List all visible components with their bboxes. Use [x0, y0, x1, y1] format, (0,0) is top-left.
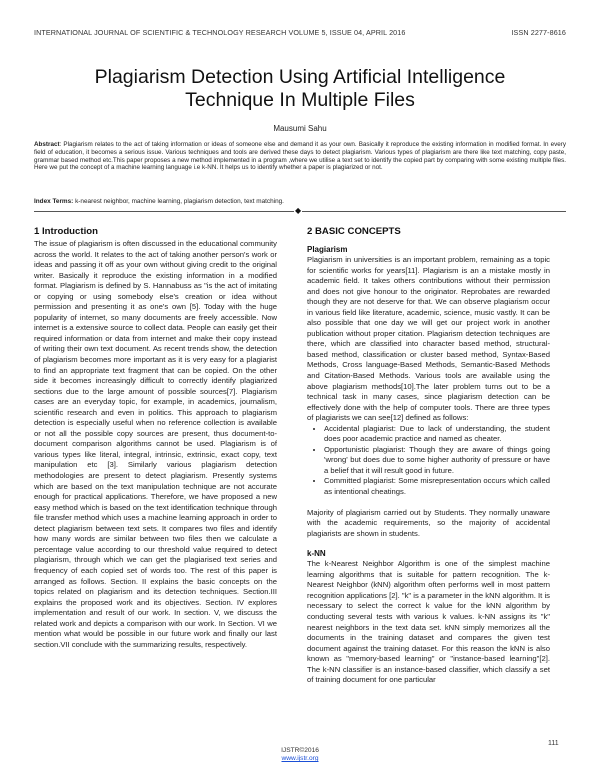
plagiarist-types-list	[307, 424, 550, 498]
running-header	[34, 28, 566, 37]
divider-diamond-icon: ◆	[295, 206, 302, 215]
journal-website-link[interactable]: www.ijstr.org	[281, 755, 319, 762]
abstract	[34, 141, 566, 172]
index-terms-label: Index Terms:	[34, 198, 74, 205]
list-item: • Accidental plagiarist: Due to lack of understanding, the student does poor academic practice and named as cheater.	[324, 424, 550, 445]
abstract-label: Abstract	[34, 141, 60, 148]
knn-paragraph: The k-Nearest Neighbor Algorithm is one of the simplest machine learning algorithms that is suitable for pattern recognition. The k-Nearest Neighbor (kNN) algorithm often performs well in most pattern recognition applications [2]. "k" is a parameter in the kNN algorithm. It is necessary to select the correct k value for the kNN algorithm by conducting several tests with various k values. k-NN assigns its "k" nearest neighbors in the text data set. kNN simply memorizes all the documents in the training dataset and compares the given test document against the training dataset. For this reason the kNN is also known as "memory-based learning" or "instance-based learning"[2]. The k-NN classifier is an instance-based classifier, which classify a set of training document for one particular	[307, 559, 550, 685]
right-column	[307, 226, 550, 686]
abstract-text: : Plagiarism relates to the act of taking information or ideas of someone else and demand it as your own. Basically it reproduce the existing information in modified format. In every field of education, it becomes a serious issue. Various techniques and tools are derived these days to detect plagiarism. Various types of plagiarism are there like text matching, copy paste, grammar based method etc.This paper proposes a new method implemented in a program ,where we utilise a text set to identify the copied part by comparing with some existing multiple files. Here we put the concept of a machine learning language i.e k-NN. It helps us to identify whether a paper is plagiarized or not.	[34, 141, 566, 172]
journal-name: INTERNATIONAL JOURNAL OF SCIENTIFIC & TECHNOLOGY RESEARCH VOLUME 5, ISSUE 04, APRIL 2016	[34, 28, 406, 37]
basic-concepts-heading: 2 BASIC CONCEPTS	[307, 226, 401, 237]
page-footer	[0, 747, 600, 763]
issn: ISSN 2277-8616	[511, 28, 566, 37]
students-paragraph: Majority of plagiarism carried out by Students. They normally unaware with the academic requirements, so the majority of accidental plagiarists are shown in students.	[307, 507, 550, 538]
introduction-paragraph: The issue of plagiarism is often discussed in the educational community across the world. It relates to the act of taking another person's work or ideas and passing it off as your own without giving credit to the original writer. Basically it reproduce the existing information in a modified format. Plagiarism is defined by S. Hannabuss as "is the act of imitating or copying or using somebody else's creation or idea without permission and presenting it as one's own [5]. Today with the huge popularity of internet, so many documents are freely accessible. Now internet is a extensive source to collect data. People can easily get their required information or data from internet and make their copy instead of writing their own text document. As recent trends show, the detection of plagiarism becomes more important as it is very easy for a plagiarist to find an appropriate text fragment that can be copied. On the other side it becomes increasingly difficult to correctly identify plagiarized sections due to the large amount of possible sources[7]. Plagiarism cases are an everyday topic, for example, in academics, journalism, scientific research and even in politics. This approach to plagiarism detection is especially useful when no reference collection is available or not all the possible copy sources are present, thus document-to-document comparison algorithms cannot be used. Plagiarism is of various types like literal, integral, intrinsic, extrinsic, exact copy, text manipulation etc [3]. Similarly various plagiarism detection methodologies are present to detect plagiarism. Presently systems which are based on the text manipulation technique are not accurate enough for practical applications. Therefore, we have proposed a new easy method which is based on the text identification technique through file transfer method which uses a machine learning approach in order to detect plagiarism between text sets. It compares two files and identify how many words are similar between two files then we calculate a percentage value according to our threshold value required to detect plagiarism, through which we can get the plagiarised text series and frequency of each copied set of words too. The rest of this paper is arranged as follows. Section. II explains the basic concepts on the topics related on plagiarism and its detection techniques. Section.III explains the proposed work and its objectives. Section. IV explores implementation and result of our work. In section. V, we discuss the related work and depicts a comparison with our work. In Section. VI we mention what would be possible in our future work and finally our last section.VII conclude with the summarizing results, respectively.	[34, 239, 277, 649]
introduction-heading: 1 Introduction	[34, 226, 98, 237]
paper-title	[20, 66, 580, 112]
list-item: • Opportunistic plagiarist: Though they are aware of things going 'wrong' but does due to some higher authority of pressure or have a belief that it will result good in future.	[324, 445, 550, 477]
title-line-2: Technique In Multiple Files	[185, 89, 415, 111]
plagiarism-paragraph: Plagiarism in universities is an important problem, remaining as a topic for scientific works for years[11]. Plagiarism is an a mistake mostly in academic field. It takes others contributions without their permission and does not give honour to the originator. Reprobates are rewarded though they are not deserve for that. We can observe plagiarism occur in various field like literature, academic, science, music vastly. It can be also possible that one day we will get our project work in another publication without proper citation. Plagiarism detection techniques are there, which are classified into character based method, structural-based method, classification or cluster based method, Syntax-Based Methods, Cross language-Based Methods, Semantic-Based Methods and Citation-Based Methods. Various tools are available using the above plagiarism methods[10].The later problem turns out to be a technical task in many cases, since plagiarism detection can be effectively done with the help of computer tools. There are three types of plagiarists we can see[12] defined as follows:	[307, 255, 550, 423]
author-name: Mausumi Sahu	[273, 124, 327, 133]
knn-subheading: k-NN	[307, 549, 326, 559]
footer-code: IJSTR©2016	[281, 747, 319, 754]
title-line-1: Plagiarism Detection Using Artificial Intelligence	[94, 66, 506, 88]
left-column	[34, 226, 277, 650]
plagiarism-subheading: Plagiarism	[307, 245, 348, 254]
index-terms	[34, 198, 566, 205]
list-item: • Committed plagiarist: Some misrepresentation occurs which called as intentional cheatings.	[324, 476, 550, 497]
page-number: 111	[548, 740, 559, 747]
index-terms-text: k-nearest neighbor, machine learning, plagiarism detection, text matching.	[73, 198, 284, 205]
